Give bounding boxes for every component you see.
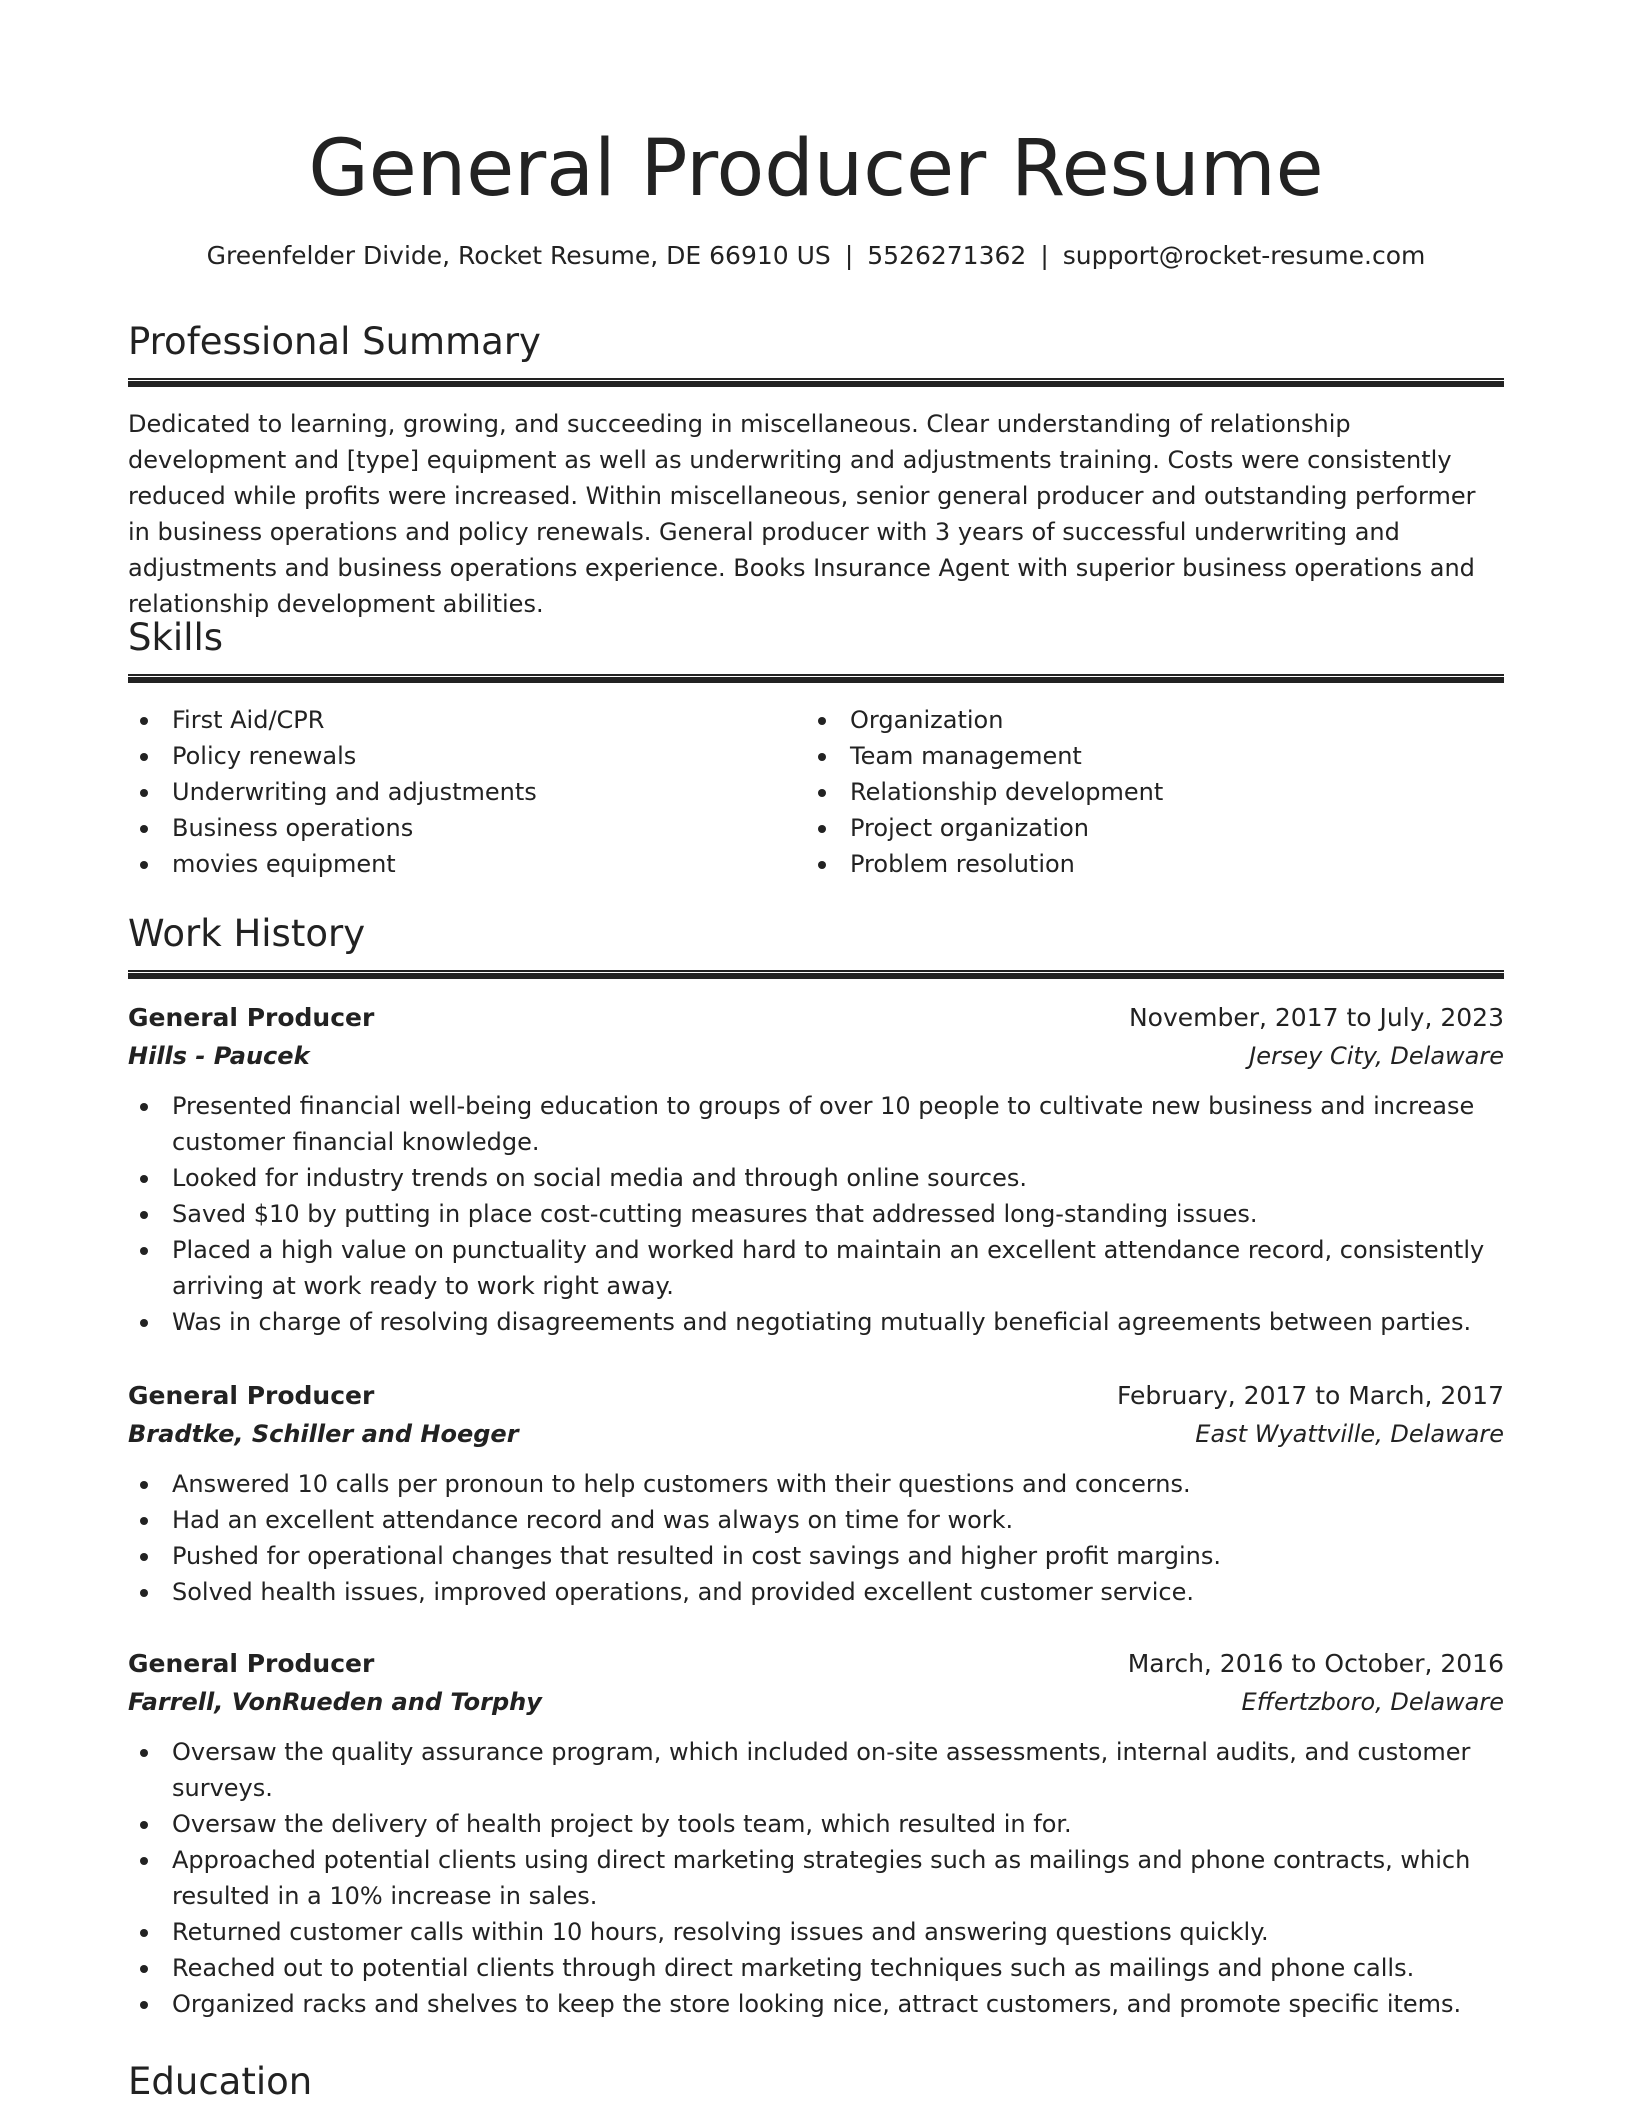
job-bullet-item: Saved $10 by putting in place cost-cutting measures that addressed long-standing issues. bbox=[128, 1196, 1504, 1232]
contact-address: Greenfelder Divide, Rocket Resume, DE 66910 US bbox=[206, 241, 831, 270]
job-entry bbox=[128, 998, 1504, 1340]
skill-item: Team management bbox=[806, 738, 1484, 774]
job-title: General Producer bbox=[128, 1381, 375, 1410]
job-bullet-item: Approached potential clients using direct marketing strategies such as mailings and phone contracts, which resulted in a 10% increase in sales. bbox=[128, 1842, 1504, 1914]
work-heading: Work History bbox=[128, 912, 366, 955]
job-location: Effertzboro, Delaware bbox=[1241, 1688, 1504, 1716]
job-bullet-item: Oversaw the delivery of health project by tools team, which resulted in for. bbox=[128, 1806, 1504, 1842]
skills-list bbox=[128, 702, 1504, 882]
skills-column-right bbox=[806, 702, 1484, 882]
skills-heading: Skills bbox=[128, 616, 224, 659]
job-bullet-item: Oversaw the quality assurance program, which included on-site assessments, internal audits, and customer surveys. bbox=[128, 1734, 1504, 1806]
job-bullets bbox=[128, 1466, 1504, 1610]
education-section-header bbox=[128, 2058, 1504, 2106]
job-bullet-item: Reached out to potential clients through direct marketing techniques such as mailings and phone calls. bbox=[128, 1950, 1504, 1986]
contact-separator: | bbox=[844, 241, 854, 270]
skill-item: Policy renewals bbox=[128, 738, 806, 774]
job-bullet-item: Placed a high value on punctuality and worked hard to maintain an excellent attendance record, consistently arriving at work ready to work right away. bbox=[128, 1232, 1504, 1304]
job-bullet-item: Returned customer calls within 10 hours, resolving issues and answering questions quickly. bbox=[128, 1914, 1504, 1950]
job-bullet-item: Organized racks and shelves to keep the store looking nice, attract customers, and promote specific items. bbox=[128, 1986, 1504, 2022]
skill-item: Organization bbox=[806, 702, 1484, 738]
job-location: East Wyattville, Delaware bbox=[1195, 1420, 1504, 1448]
skill-item: Relationship development bbox=[806, 774, 1484, 810]
job-bullet-item: Solved health issues, improved operations, and provided excellent customer service. bbox=[128, 1574, 1504, 1610]
job-title: General Producer bbox=[128, 1003, 375, 1032]
job-bullet-item: Pushed for operational changes that resulted in cost savings and higher profit margins. bbox=[128, 1538, 1504, 1574]
job-dates: March, 2016 to October, 2016 bbox=[1127, 1649, 1504, 1678]
contact-email: support@rocket-resume.com bbox=[1062, 241, 1426, 270]
skill-item: Underwriting and adjustments bbox=[128, 774, 806, 810]
job-bullet-item: Presented financial well-being education to groups of over 10 people to cultivate new business and increase customer financial knowledge. bbox=[128, 1088, 1504, 1160]
section-divider bbox=[128, 674, 1504, 683]
summary-section-header bbox=[128, 318, 1504, 366]
job-bullet-item: Was in charge of resolving disagreements and negotiating mutually beneficial agreements between parties. bbox=[128, 1304, 1504, 1340]
job-company: Bradtke, Schiller and Hoeger bbox=[128, 1420, 519, 1448]
section-divider bbox=[128, 378, 1504, 387]
job-location: Jersey City, Delaware bbox=[1249, 1042, 1504, 1070]
job-company: Hills - Paucek bbox=[128, 1042, 310, 1070]
summary-text: Dedicated to learning, growing, and succeeding in miscellaneous. Clear understanding of relationship development and [type] equipment as well as underwriting and adjustments training. Costs were consistently reduced while profits were increased. Within miscellaneous, senior general producer and outstanding performer in business operations and policy renewals. General producer with 3 years of successful underwriting and adjustments and business operations experience. Books Insurance Agent with superior business operations and relationship development abilities. bbox=[128, 410, 1476, 618]
resume-title: General Producer Resume bbox=[308, 124, 1324, 214]
skill-item: Project organization bbox=[806, 810, 1484, 846]
job-bullet-item: Had an excellent attendance record and was always on time for work. bbox=[128, 1502, 1504, 1538]
job-dates: February, 2017 to March, 2017 bbox=[1116, 1381, 1504, 1410]
job-bullets bbox=[128, 1088, 1504, 1340]
job-entry bbox=[128, 1644, 1504, 2022]
skill-item: Problem resolution bbox=[806, 846, 1484, 882]
work-section-header bbox=[128, 910, 1504, 958]
skill-item: First Aid/CPR bbox=[128, 702, 806, 738]
job-bullet-item: Looked for industry trends on social media and through online sources. bbox=[128, 1160, 1504, 1196]
contact-phone: 5526271362 bbox=[867, 241, 1027, 270]
section-divider bbox=[128, 970, 1504, 979]
job-bullets bbox=[128, 1734, 1504, 2022]
job-entry bbox=[128, 1376, 1504, 1610]
skill-item: Business operations bbox=[128, 810, 806, 846]
summary-heading: Professional Summary bbox=[128, 320, 541, 363]
skills-section-header bbox=[128, 614, 1504, 662]
skills-column-left bbox=[128, 702, 806, 882]
job-bullet-item: Answered 10 calls per pronoun to help customers with their questions and concerns. bbox=[128, 1466, 1504, 1502]
education-heading: Education bbox=[128, 2060, 313, 2103]
skill-item: movies equipment bbox=[128, 846, 806, 882]
contact-separator: | bbox=[1040, 241, 1049, 270]
job-dates: November, 2017 to July, 2023 bbox=[1128, 1003, 1504, 1032]
job-company: Farrell, VonRueden and Torphy bbox=[128, 1688, 542, 1716]
job-title: General Producer bbox=[128, 1649, 375, 1678]
contact-line bbox=[128, 238, 1504, 274]
